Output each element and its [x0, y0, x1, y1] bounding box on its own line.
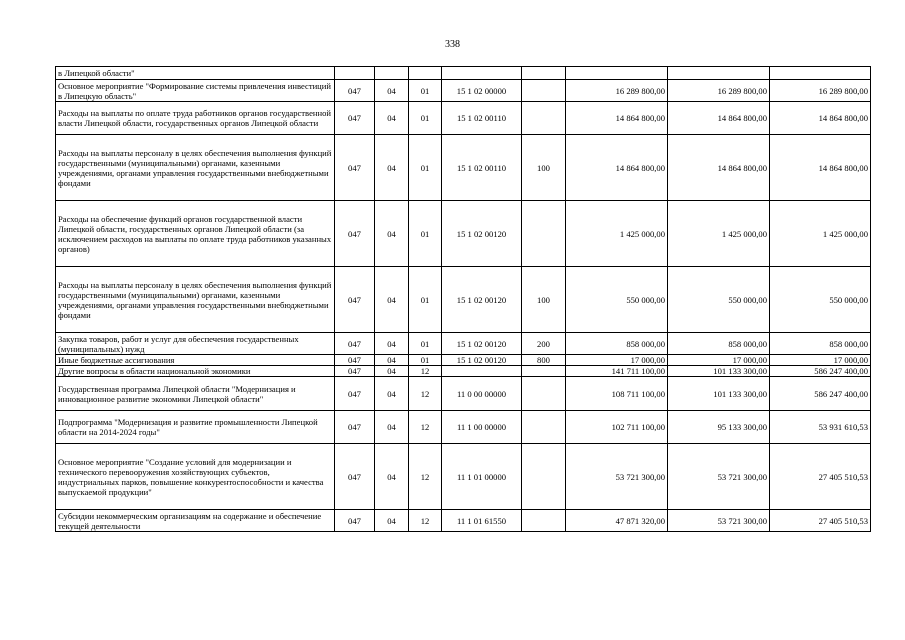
cell-csr: 11 1 01 61550 — [442, 510, 522, 532]
table-row — [56, 510, 871, 532]
table-row — [56, 411, 871, 444]
cell-name: Субсидии некоммерческим организациям на содержание и обеспечение текущей деятельности — [56, 510, 335, 532]
cell-vr: 800 — [522, 355, 566, 366]
cell-s1: 47 871 320,00 — [566, 510, 668, 532]
cell-vr — [522, 411, 566, 444]
cell-vr — [522, 80, 566, 102]
cell-s2: 101 133 300,00 — [668, 366, 770, 377]
cell-s1 — [566, 67, 668, 80]
cell-csr: 15 1 02 00110 — [442, 102, 522, 135]
cell-csr: 15 1 02 00000 — [442, 80, 522, 102]
cell-rz: 04 — [375, 377, 409, 411]
page-number: 338 — [445, 39, 460, 50]
cell-rz: 04 — [375, 366, 409, 377]
table-row — [56, 444, 871, 510]
cell-ved: 047 — [335, 355, 375, 366]
cell-csr — [442, 366, 522, 377]
cell-vr — [522, 67, 566, 80]
cell-pr: 12 — [409, 377, 442, 411]
cell-rz: 04 — [375, 80, 409, 102]
cell-vr — [522, 444, 566, 510]
cell-pr: 01 — [409, 333, 442, 355]
cell-s1: 108 711 100,00 — [566, 377, 668, 411]
cell-name: Расходы на выплаты по оплате труда работников органов государственной власти Липецкой области, государственных органов Липецкой области — [56, 102, 335, 135]
cell-vr — [522, 510, 566, 532]
cell-s3: 550 000,00 — [770, 267, 871, 333]
cell-ved: 047 — [335, 444, 375, 510]
cell-s1: 1 425 000,00 — [566, 201, 668, 267]
cell-vr: 100 — [522, 135, 566, 201]
cell-s2: 1 425 000,00 — [668, 201, 770, 267]
cell-pr: 12 — [409, 510, 442, 532]
cell-s3: 27 405 510,53 — [770, 444, 871, 510]
cell-s2: 550 000,00 — [668, 267, 770, 333]
cell-rz — [375, 67, 409, 80]
cell-pr: 12 — [409, 411, 442, 444]
cell-name: Государственная программа Липецкой области "Модернизация и инновационное развитие экономики Липецкой области" — [56, 377, 335, 411]
cell-ved: 047 — [335, 135, 375, 201]
cell-name: Расходы на выплаты персоналу в целях обеспечения выполнения функций государственными (муниципальными) органами, казенными учреждениями, органами управления государственными внебюджетными фондами — [56, 267, 335, 333]
cell-s3: 16 289 800,00 — [770, 80, 871, 102]
cell-csr: 11 1 00 00000 — [442, 411, 522, 444]
cell-csr: 15 1 02 00110 — [442, 135, 522, 201]
cell-s2: 53 721 300,00 — [668, 510, 770, 532]
cell-rz: 04 — [375, 201, 409, 267]
cell-s3: 27 405 510,53 — [770, 510, 871, 532]
table-row — [56, 67, 871, 80]
cell-s1: 16 289 800,00 — [566, 80, 668, 102]
cell-s1: 550 000,00 — [566, 267, 668, 333]
cell-s3: 586 247 400,00 — [770, 366, 871, 377]
cell-vr — [522, 377, 566, 411]
cell-csr: 15 1 02 00120 — [442, 333, 522, 355]
cell-pr — [409, 67, 442, 80]
cell-s2: 16 289 800,00 — [668, 80, 770, 102]
cell-s3 — [770, 67, 871, 80]
cell-vr — [522, 201, 566, 267]
cell-ved: 047 — [335, 510, 375, 532]
cell-name: Основное мероприятие "Создание условий для модернизации и технического перевооружения хозяйствующих субъектов, индустриальных парков, повышение конкурентоспособности и качества выпускаемой продукции" — [56, 444, 335, 510]
cell-s3: 53 931 610,53 — [770, 411, 871, 444]
cell-csr: 15 1 02 00120 — [442, 201, 522, 267]
cell-s3: 586 247 400,00 — [770, 377, 871, 411]
cell-pr: 12 — [409, 444, 442, 510]
cell-name: Основное мероприятие "Формирование системы привлечения инвестиций в Липецкую область" — [56, 80, 335, 102]
cell-csr: 11 1 01 00000 — [442, 444, 522, 510]
cell-rz: 04 — [375, 135, 409, 201]
cell-s1: 14 864 800,00 — [566, 135, 668, 201]
cell-s1: 141 711 100,00 — [566, 366, 668, 377]
cell-pr: 01 — [409, 135, 442, 201]
table-row — [56, 355, 871, 366]
cell-s2: 14 864 800,00 — [668, 102, 770, 135]
budget-table — [55, 66, 871, 532]
cell-s1: 14 864 800,00 — [566, 102, 668, 135]
cell-rz: 04 — [375, 102, 409, 135]
cell-name: Другие вопросы в области национальной экономики — [56, 366, 335, 377]
cell-vr: 200 — [522, 333, 566, 355]
cell-rz: 04 — [375, 333, 409, 355]
cell-s2: 53 721 300,00 — [668, 444, 770, 510]
cell-s1: 53 721 300,00 — [566, 444, 668, 510]
cell-rz: 04 — [375, 444, 409, 510]
cell-rz: 04 — [375, 510, 409, 532]
cell-s2 — [668, 67, 770, 80]
cell-ved: 047 — [335, 267, 375, 333]
cell-name: Иные бюджетные ассигнования — [56, 355, 335, 366]
cell-csr — [442, 67, 522, 80]
table-row — [56, 267, 871, 333]
cell-s2: 14 864 800,00 — [668, 135, 770, 201]
cell-s2: 101 133 300,00 — [668, 377, 770, 411]
table-row — [56, 80, 871, 102]
cell-ved: 047 — [335, 102, 375, 135]
cell-pr: 01 — [409, 201, 442, 267]
cell-s1: 102 711 100,00 — [566, 411, 668, 444]
cell-vr: 100 — [522, 267, 566, 333]
cell-ved: 047 — [335, 411, 375, 444]
cell-s2: 17 000,00 — [668, 355, 770, 366]
table-row — [56, 201, 871, 267]
cell-rz: 04 — [375, 267, 409, 333]
table-row — [56, 135, 871, 201]
table-row — [56, 102, 871, 135]
table-row — [56, 366, 871, 377]
cell-csr: 15 1 02 00120 — [442, 267, 522, 333]
cell-ved — [335, 67, 375, 80]
cell-csr: 15 1 02 00120 — [442, 355, 522, 366]
cell-s3: 14 864 800,00 — [770, 135, 871, 201]
table-row — [56, 377, 871, 411]
cell-pr: 01 — [409, 80, 442, 102]
cell-pr: 01 — [409, 267, 442, 333]
cell-vr — [522, 366, 566, 377]
cell-name: в Липецкой области" — [56, 67, 335, 80]
cell-csr: 11 0 00 00000 — [442, 377, 522, 411]
cell-ved: 047 — [335, 333, 375, 355]
cell-s3: 858 000,00 — [770, 333, 871, 355]
cell-vr — [522, 102, 566, 135]
cell-s2: 95 133 300,00 — [668, 411, 770, 444]
cell-ved: 047 — [335, 201, 375, 267]
cell-s2: 858 000,00 — [668, 333, 770, 355]
cell-name: Закупка товаров, работ и услуг для обеспечения государственных (муниципальных) нужд — [56, 333, 335, 355]
cell-ved: 047 — [335, 80, 375, 102]
cell-ved: 047 — [335, 377, 375, 411]
cell-name: Расходы на обеспечение функций органов государственной власти Липецкой области, государственных органов Липецкой области (за исключением расходов на выплаты по оплате труда работников указанных органов) — [56, 201, 335, 267]
cell-name: Подпрограмма "Модернизация и развитие промышленности Липецкой области на 2014-2024 годы" — [56, 411, 335, 444]
cell-name: Расходы на выплаты персоналу в целях обеспечения выполнения функций государственными (муниципальными) органами, казенными учреждениями, органами управления государственными внебюджетными фондами — [56, 135, 335, 201]
cell-s3: 17 000,00 — [770, 355, 871, 366]
cell-rz: 04 — [375, 411, 409, 444]
cell-ved: 047 — [335, 366, 375, 377]
table-row — [56, 333, 871, 355]
cell-rz: 04 — [375, 355, 409, 366]
cell-pr: 12 — [409, 366, 442, 377]
cell-s1: 858 000,00 — [566, 333, 668, 355]
cell-pr: 01 — [409, 102, 442, 135]
cell-pr: 01 — [409, 355, 442, 366]
cell-s3: 14 864 800,00 — [770, 102, 871, 135]
cell-s3: 1 425 000,00 — [770, 201, 871, 267]
cell-s1: 17 000,00 — [566, 355, 668, 366]
